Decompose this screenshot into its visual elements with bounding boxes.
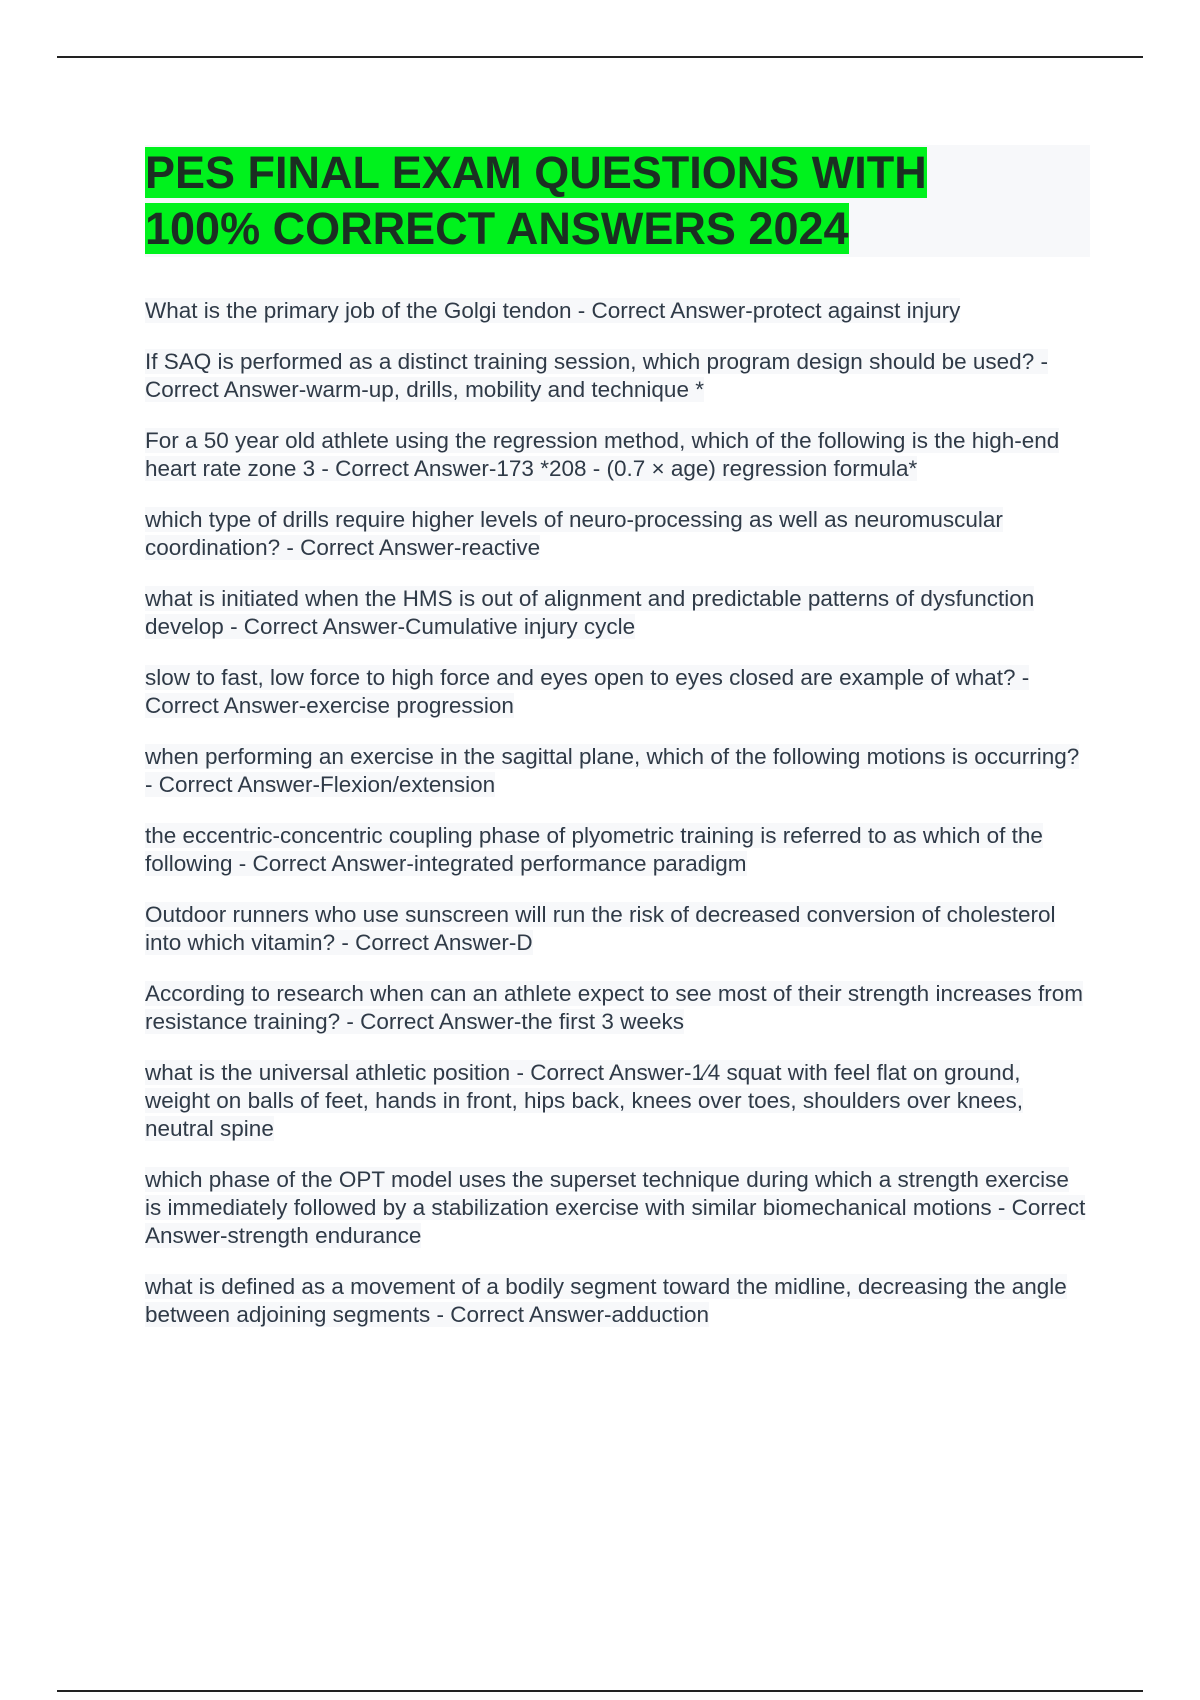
qa-item xyxy=(145,427,1090,483)
qa-item xyxy=(145,743,1090,799)
top-divider xyxy=(57,56,1143,58)
qa-item xyxy=(145,1273,1090,1329)
qa-item xyxy=(145,822,1090,878)
qa-item-text: when performing an exercise in the sagittal plane, which of the following motions is occurring? - Correct Answer-Flexion/extension xyxy=(145,744,1080,797)
qa-item-text: what is initiated when the HMS is out of alignment and predictable patterns of dysfunction develop - Correct Answer-Cumulative injury cycle xyxy=(145,586,1035,639)
qa-item xyxy=(145,585,1090,641)
qa-item-text: which phase of the OPT model uses the superset technique during which a strength exercise is immediately followed by a stabilization exercise with similar biomechanical motions - Correct Answer-strength endurance xyxy=(145,1167,1086,1248)
qa-item xyxy=(145,901,1090,957)
qa-item-text: which type of drills require higher levels of neuro-processing as well as neuromuscular coordination? - Correct Answer-reactive xyxy=(145,507,1003,560)
qa-item-text: what is the universal athletic position - Correct Answer-1⁄4 squat with feel flat on ground, weight on balls of feet, hands in front, hips back, knees over toes, shoulders over knees, neutral spine xyxy=(145,1060,1024,1141)
qa-item xyxy=(145,297,1090,325)
qa-item-text: the eccentric-concentric coupling phase of plyometric training is referred to as which of the following - Correct Answer-integrated performance paradigm xyxy=(145,823,1043,876)
title-line-2: 100% CORRECT ANSWERS 2024 xyxy=(145,203,849,254)
document-title xyxy=(145,145,1090,257)
qa-item xyxy=(145,506,1090,562)
qa-item xyxy=(145,1059,1090,1143)
qa-list xyxy=(145,297,1090,1329)
qa-item xyxy=(145,1166,1090,1250)
qa-item-text: If SAQ is performed as a distinct training session, which program design should be used? - Correct Answer-warm-up, drills, mobility and technique * xyxy=(145,349,1048,402)
bottom-divider xyxy=(57,1690,1143,1692)
qa-item-text: what is defined as a movement of a bodily segment toward the midline, decreasing the angle between adjoining segments - Correct Answer-adduction xyxy=(145,1274,1067,1327)
qa-item xyxy=(145,664,1090,720)
title-line-1: PES FINAL EXAM QUESTIONS WITH xyxy=(145,147,927,198)
qa-item xyxy=(145,348,1090,404)
qa-item-text: What is the primary job of the Golgi tendon - Correct Answer-protect against injury xyxy=(145,298,961,323)
qa-item-text: slow to fast, low force to high force and eyes open to eyes closed are example of what? - Correct Answer-exercise progression xyxy=(145,665,1030,718)
qa-item-text: Outdoor runners who use sunscreen will run the risk of decreased conversion of cholesterol into which vitamin? - Correct Answer-D xyxy=(145,902,1056,955)
qa-item xyxy=(145,980,1090,1036)
document-page xyxy=(145,145,1090,1352)
title-block xyxy=(145,145,1090,257)
qa-item-text: According to research when can an athlete expect to see most of their strength increases from resistance training? - Correct Answer-the first 3 weeks xyxy=(145,981,1083,1034)
qa-item-text: For a 50 year old athlete using the regression method, which of the following is the high-end heart rate zone 3 - Correct Answer-173 *208 - (0.7 × age) regression formula* xyxy=(145,428,1060,481)
